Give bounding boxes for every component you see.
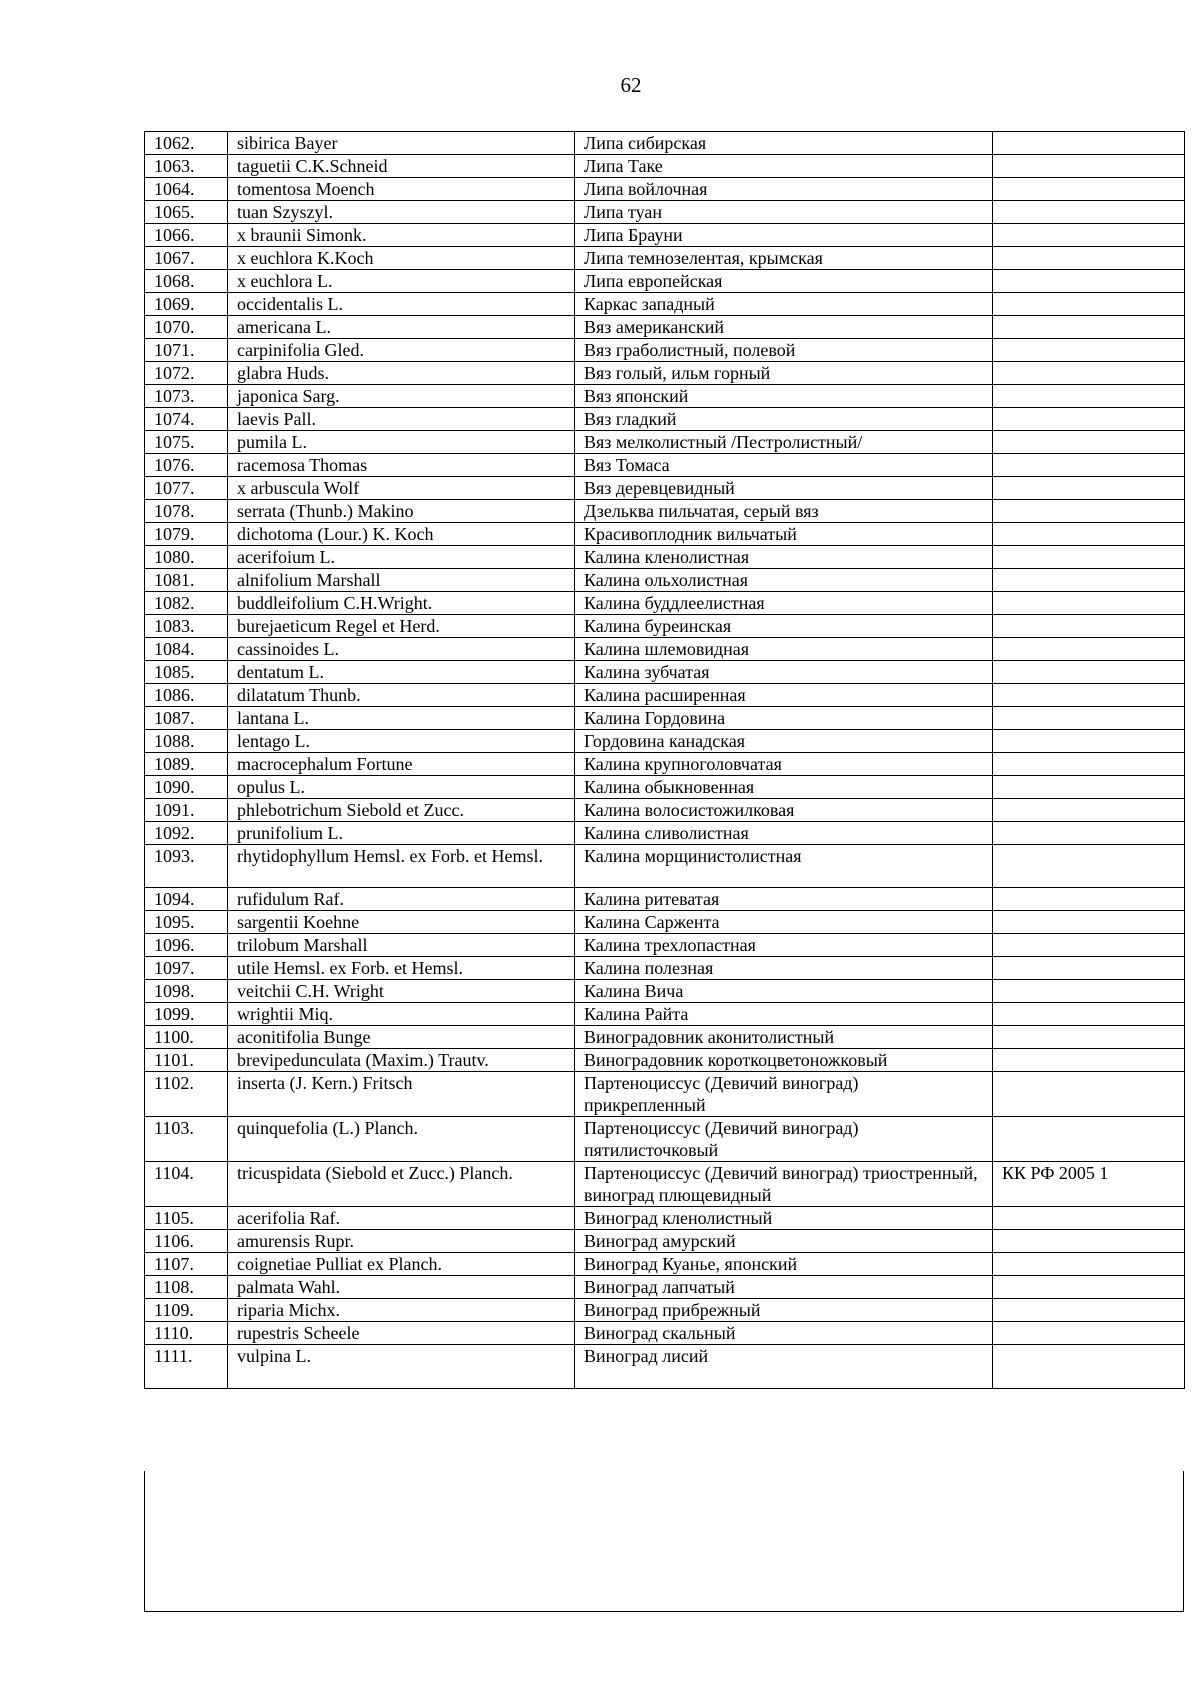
- species-russian-name: Виноград скальный: [575, 1322, 993, 1345]
- species-latin-name: rufidulum Raf.: [228, 888, 575, 911]
- species-latin-name: utile Hemsl. ex Forb. et Hemsl.: [228, 957, 575, 980]
- status-note: [993, 845, 1185, 888]
- status-note: [993, 957, 1185, 980]
- species-latin-name: taguetii C.K.Schneid: [228, 155, 575, 178]
- species-latin-name: dichotoma (Lour.) K. Koch: [228, 523, 575, 546]
- species-russian-name: Калина ольхолистная: [575, 569, 993, 592]
- status-note: [993, 799, 1185, 822]
- species-russian-name: Калина сливолистная: [575, 822, 993, 845]
- table-row: [145, 980, 1185, 1003]
- species-latin-name: quinquefolia (L.) Planch.: [228, 1117, 575, 1162]
- species-russian-name: Калина Гордовина: [575, 707, 993, 730]
- row-number: 1066.: [145, 224, 228, 247]
- status-note: [993, 1253, 1185, 1276]
- row-number: 1097.: [145, 957, 228, 980]
- row-number: 1101.: [145, 1049, 228, 1072]
- row-number: 1067.: [145, 247, 228, 270]
- row-number: 1064.: [145, 178, 228, 201]
- status-note: [993, 661, 1185, 684]
- table-row: [145, 178, 1185, 201]
- row-number: 1072.: [145, 362, 228, 385]
- table-row: [145, 1322, 1185, 1345]
- row-number: 1093.: [145, 845, 228, 888]
- row-number: 1091.: [145, 799, 228, 822]
- species-latin-name: alnifolium Marshall: [228, 569, 575, 592]
- species-russian-name: Вяз граболистный, полевой: [575, 339, 993, 362]
- species-latin-name: x euchlora K.Koch: [228, 247, 575, 270]
- species-russian-name: Вяз гладкий: [575, 408, 993, 431]
- species-russian-name: Липа туан: [575, 201, 993, 224]
- species-russian-name: Вяз американский: [575, 316, 993, 339]
- row-number: 1095.: [145, 911, 228, 934]
- species-russian-name: Виноград прибрежный: [575, 1299, 993, 1322]
- status-note: [993, 638, 1185, 661]
- page-number: 62: [620, 73, 642, 97]
- status-note: [993, 1026, 1185, 1049]
- species-latin-name: tuan Szyszyl.: [228, 201, 575, 224]
- status-note: [993, 546, 1185, 569]
- row-number: 1104.: [145, 1162, 228, 1207]
- species-latin-name: cassinoides L.: [228, 638, 575, 661]
- species-latin-name: inserta (J. Kern.) Fritsch: [228, 1072, 575, 1117]
- species-russian-name: Гордовина канадская: [575, 730, 993, 753]
- status-note: [993, 270, 1185, 293]
- row-number: 1075.: [145, 431, 228, 454]
- table-row: [145, 1117, 1185, 1162]
- table-row: [145, 1026, 1185, 1049]
- status-note: [993, 888, 1185, 911]
- row-number: 1106.: [145, 1230, 228, 1253]
- status-note: [993, 1276, 1185, 1299]
- table-row: [145, 431, 1185, 454]
- status-note: [993, 247, 1185, 270]
- table-row: [145, 132, 1185, 155]
- species-latin-name: brevipedunculata (Maxim.) Trautv.: [228, 1049, 575, 1072]
- table-row: [145, 293, 1185, 316]
- species-russian-name: Калина волосистожилковая: [575, 799, 993, 822]
- table-row: [145, 661, 1185, 684]
- table-row: [145, 523, 1185, 546]
- species-latin-name: carpinifolia Gled.: [228, 339, 575, 362]
- species-latin-name: rhytidophyllum Hemsl. ex Forb. et Hemsl.: [228, 845, 575, 888]
- table-row: [145, 776, 1185, 799]
- row-number: 1068.: [145, 270, 228, 293]
- species-latin-name: sibirica Bayer: [228, 132, 575, 155]
- status-note: [993, 293, 1185, 316]
- species-russian-name: Калина Вича: [575, 980, 993, 1003]
- species-latin-name: racemosa Thomas: [228, 454, 575, 477]
- status-note: [993, 1299, 1185, 1322]
- table-row: [145, 546, 1185, 569]
- row-number: 1090.: [145, 776, 228, 799]
- species-latin-name: burejaeticum Regel et Herd.: [228, 615, 575, 638]
- table-row: [145, 1072, 1185, 1117]
- species-russian-name: Вяз голый, ильм горный: [575, 362, 993, 385]
- row-number: 1079.: [145, 523, 228, 546]
- status-note: [993, 385, 1185, 408]
- row-number: 1077.: [145, 477, 228, 500]
- species-latin-name: veitchii C.H. Wright: [228, 980, 575, 1003]
- species-latin-name: opulus L.: [228, 776, 575, 799]
- species-latin-name: dentatum L.: [228, 661, 575, 684]
- species-latin-name: acerifolia Raf.: [228, 1207, 575, 1230]
- table-row: [145, 911, 1185, 934]
- table-row: [145, 1003, 1185, 1026]
- row-number: 1107.: [145, 1253, 228, 1276]
- species-latin-name: lentago L.: [228, 730, 575, 753]
- status-note: [993, 615, 1185, 638]
- species-latin-name: japonica Sarg.: [228, 385, 575, 408]
- species-russian-name: Виноградовник аконитолистный: [575, 1026, 993, 1049]
- row-number: 1103.: [145, 1117, 228, 1162]
- species-russian-name: Калина Райта: [575, 1003, 993, 1026]
- row-number: 1076.: [145, 454, 228, 477]
- species-latin-name: vulpina L.: [228, 1345, 575, 1389]
- species-russian-name: Калина морщинистолистная: [575, 845, 993, 888]
- species-latin-name: sargentii Koehne: [228, 911, 575, 934]
- species-latin-name: laevis Pall.: [228, 408, 575, 431]
- row-number: 1082.: [145, 592, 228, 615]
- species-latin-name: pumila L.: [228, 431, 575, 454]
- table-row: [145, 569, 1185, 592]
- species-latin-name: lantana L.: [228, 707, 575, 730]
- species-russian-name: Калина Саржента: [575, 911, 993, 934]
- row-number: 1062.: [145, 132, 228, 155]
- species-russian-name: Калина шлемовидная: [575, 638, 993, 661]
- table-row: [145, 339, 1185, 362]
- species-latin-name: x braunii Simonk.: [228, 224, 575, 247]
- row-number: 1111.: [145, 1345, 228, 1389]
- status-note: [993, 1072, 1185, 1117]
- status-note: КК РФ 2005 1: [993, 1162, 1185, 1207]
- status-note: [993, 911, 1185, 934]
- row-number: 1087.: [145, 707, 228, 730]
- status-note: [993, 454, 1185, 477]
- species-russian-name: Каркас западный: [575, 293, 993, 316]
- row-number: 1098.: [145, 980, 228, 1003]
- table-row: [145, 1230, 1185, 1253]
- table-row: [145, 822, 1185, 845]
- status-note: [993, 1322, 1185, 1345]
- species-latin-name: americana L.: [228, 316, 575, 339]
- status-note: [993, 362, 1185, 385]
- status-note: [993, 776, 1185, 799]
- species-table: [144, 131, 1185, 1389]
- row-number: 1109.: [145, 1299, 228, 1322]
- table-row: [145, 684, 1185, 707]
- status-note: [993, 155, 1185, 178]
- species-russian-name: Вяз деревцевидный: [575, 477, 993, 500]
- table-row: [145, 247, 1185, 270]
- table-row: [145, 1276, 1185, 1299]
- species-russian-name: Калина зубчатая: [575, 661, 993, 684]
- table-row: [145, 408, 1185, 431]
- species-latin-name: phlebotrichum Siebold et Zucc.: [228, 799, 575, 822]
- species-russian-name: Липа европейская: [575, 270, 993, 293]
- species-russian-name: Калина кленолистная: [575, 546, 993, 569]
- status-note: [993, 408, 1185, 431]
- table-row: [145, 477, 1185, 500]
- species-russian-name: Вяз японский: [575, 385, 993, 408]
- table-row: [145, 753, 1185, 776]
- species-latin-name: prunifolium L.: [228, 822, 575, 845]
- species-russian-name: Калина ритеватая: [575, 888, 993, 911]
- species-russian-name: Калина расширенная: [575, 684, 993, 707]
- status-note: [993, 569, 1185, 592]
- species-latin-name: riparia Michx.: [228, 1299, 575, 1322]
- species-russian-name: Виноград Куанье, японский: [575, 1253, 993, 1276]
- species-russian-name: Партеноциссус (Девичий виноград) триостренный, виноград плющевидный: [575, 1162, 993, 1207]
- species-russian-name: Партеноциссус (Девичий виноград) пятилисточковый: [575, 1117, 993, 1162]
- species-russian-name: Виноград лапчатый: [575, 1276, 993, 1299]
- status-note: [993, 592, 1185, 615]
- row-number: 1071.: [145, 339, 228, 362]
- table-row: [145, 270, 1185, 293]
- species-latin-name: acerifoium L.: [228, 546, 575, 569]
- species-russian-name: Липа войлочная: [575, 178, 993, 201]
- species-russian-name: Вяз Томаса: [575, 454, 993, 477]
- status-note: [993, 523, 1185, 546]
- species-russian-name: Липа Брауни: [575, 224, 993, 247]
- species-russian-name: Виноград лисий: [575, 1345, 993, 1389]
- status-note: [993, 477, 1185, 500]
- row-number: 1102.: [145, 1072, 228, 1117]
- status-note: [993, 730, 1185, 753]
- species-latin-name: glabra Huds.: [228, 362, 575, 385]
- species-russian-name: Калина буддлеелистная: [575, 592, 993, 615]
- species-russian-name: Вяз мелколистный /Пестролистный/: [575, 431, 993, 454]
- species-latin-name: aconitifolia Bunge: [228, 1026, 575, 1049]
- empty-footer-area: [144, 1471, 1184, 1612]
- species-russian-name: Виноградовник короткоцветоножковый: [575, 1049, 993, 1072]
- row-number: 1105.: [145, 1207, 228, 1230]
- status-note: [993, 1003, 1185, 1026]
- table-row: [145, 638, 1185, 661]
- row-number: 1092.: [145, 822, 228, 845]
- species-russian-name: Калина буреинская: [575, 615, 993, 638]
- species-russian-name: Липа сибирская: [575, 132, 993, 155]
- species-latin-name: amurensis Rupr.: [228, 1230, 575, 1253]
- status-note: [993, 707, 1185, 730]
- row-number: 1080.: [145, 546, 228, 569]
- table-row: [145, 799, 1185, 822]
- status-note: [993, 132, 1185, 155]
- species-latin-name: tomentosa Moench: [228, 178, 575, 201]
- status-note: [993, 753, 1185, 776]
- table-row: [145, 615, 1185, 638]
- species-latin-name: dilatatum Thunb.: [228, 684, 575, 707]
- row-number: 1089.: [145, 753, 228, 776]
- status-note: [993, 1117, 1185, 1162]
- row-number: 1085.: [145, 661, 228, 684]
- row-number: 1094.: [145, 888, 228, 911]
- species-latin-name: x arbuscula Wolf: [228, 477, 575, 500]
- table-row: [145, 1253, 1185, 1276]
- table-row: [145, 1345, 1185, 1389]
- status-note: [993, 201, 1185, 224]
- species-latin-name: serrata (Thunb.) Makino: [228, 500, 575, 523]
- species-russian-name: Красивоплодник вильчатый: [575, 523, 993, 546]
- species-latin-name: x euchlora L.: [228, 270, 575, 293]
- table-row: [145, 934, 1185, 957]
- table-row: [145, 362, 1185, 385]
- row-number: 1081.: [145, 569, 228, 592]
- species-latin-name: wrightii Miq.: [228, 1003, 575, 1026]
- status-note: [993, 1230, 1185, 1253]
- table-row: [145, 1299, 1185, 1322]
- status-note: [993, 1049, 1185, 1072]
- species-russian-name: Калина крупноголовчатая: [575, 753, 993, 776]
- species-latin-name: tricuspidata (Siebold et Zucc.) Planch.: [228, 1162, 575, 1207]
- table-row: [145, 730, 1185, 753]
- species-russian-name: Виноград кленолистный: [575, 1207, 993, 1230]
- status-note: [993, 316, 1185, 339]
- species-russian-name: Липа Таке: [575, 155, 993, 178]
- species-russian-name: Калина полезная: [575, 957, 993, 980]
- status-note: [993, 339, 1185, 362]
- row-number: 1110.: [145, 1322, 228, 1345]
- species-russian-name: Липа темнозелентая, крымская: [575, 247, 993, 270]
- table-row: [145, 957, 1185, 980]
- row-number: 1100.: [145, 1026, 228, 1049]
- species-latin-name: occidentalis L.: [228, 293, 575, 316]
- row-number: 1083.: [145, 615, 228, 638]
- status-note: [993, 822, 1185, 845]
- species-latin-name: coignetiae Pulliat ex Planch.: [228, 1253, 575, 1276]
- table-row: [145, 592, 1185, 615]
- table-row: [145, 845, 1185, 888]
- table-row: [145, 454, 1185, 477]
- species-russian-name: Калина обыкновенная: [575, 776, 993, 799]
- species-russian-name: Виноград амурский: [575, 1230, 993, 1253]
- species-latin-name: buddleifolium C.H.Wright.: [228, 592, 575, 615]
- status-note: [993, 934, 1185, 957]
- status-note: [993, 500, 1185, 523]
- status-note: [993, 178, 1185, 201]
- status-note: [993, 980, 1185, 1003]
- table-row: [145, 888, 1185, 911]
- status-note: [993, 684, 1185, 707]
- species-russian-name: Партеноциссус (Девичий виноград) прикрепленный: [575, 1072, 993, 1117]
- status-note: [993, 1207, 1185, 1230]
- table-row: [145, 1049, 1185, 1072]
- table-row: [145, 316, 1185, 339]
- species-latin-name: palmata Wahl.: [228, 1276, 575, 1299]
- row-number: 1099.: [145, 1003, 228, 1026]
- row-number: 1074.: [145, 408, 228, 431]
- row-number: 1069.: [145, 293, 228, 316]
- table-row: [145, 1162, 1185, 1207]
- species-russian-name: Калина трехлопастная: [575, 934, 993, 957]
- table-row: [145, 224, 1185, 247]
- species-latin-name: rupestris Scheele: [228, 1322, 575, 1345]
- row-number: 1108.: [145, 1276, 228, 1299]
- species-russian-name: Дзельква пильчатая, серый вяз: [575, 500, 993, 523]
- table-row: [145, 707, 1185, 730]
- row-number: 1078.: [145, 500, 228, 523]
- table-row: [145, 385, 1185, 408]
- row-number: 1084.: [145, 638, 228, 661]
- table-row: [145, 500, 1185, 523]
- row-number: 1063.: [145, 155, 228, 178]
- status-note: [993, 431, 1185, 454]
- table-row: [145, 155, 1185, 178]
- status-note: [993, 1345, 1185, 1389]
- species-latin-name: macrocephalum Fortune: [228, 753, 575, 776]
- table-row: [145, 1207, 1185, 1230]
- row-number: 1086.: [145, 684, 228, 707]
- row-number: 1096.: [145, 934, 228, 957]
- row-number: 1088.: [145, 730, 228, 753]
- row-number: 1070.: [145, 316, 228, 339]
- species-table-body: [145, 132, 1185, 1389]
- row-number: 1073.: [145, 385, 228, 408]
- table-row: [145, 201, 1185, 224]
- row-number: 1065.: [145, 201, 228, 224]
- species-latin-name: trilobum Marshall: [228, 934, 575, 957]
- status-note: [993, 224, 1185, 247]
